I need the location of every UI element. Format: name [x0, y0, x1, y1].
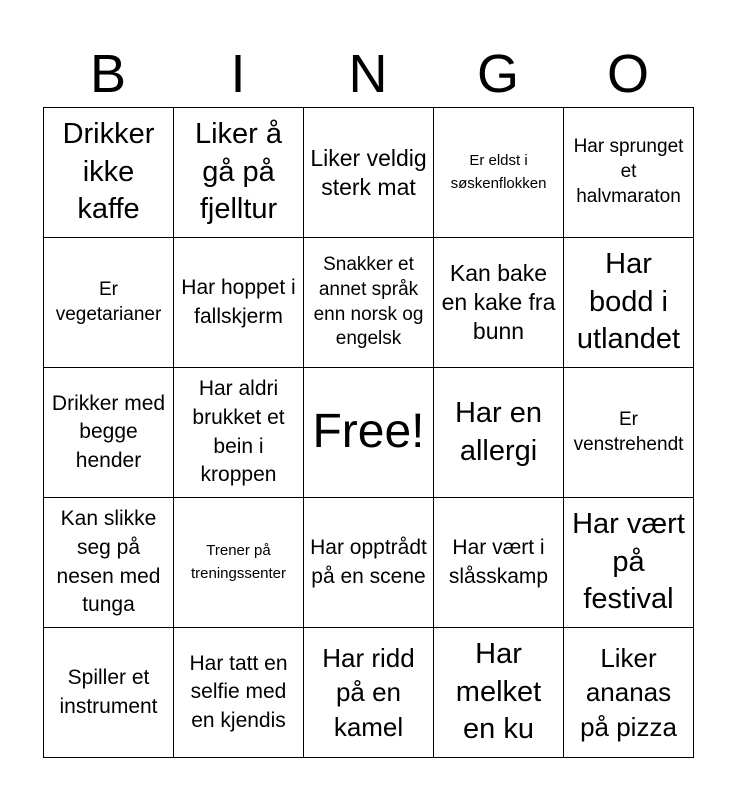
- bingo-cell-text: Kan bake en kake fra bunn: [441, 260, 556, 344]
- bingo-cell-text: Har vært på festival: [572, 507, 685, 616]
- bingo-cell-text: Drikker med begge hender: [51, 391, 166, 472]
- bingo-cell[interactable]: [304, 498, 434, 628]
- bingo-cell[interactable]: [564, 368, 694, 498]
- bingo-cell[interactable]: [174, 108, 304, 238]
- bingo-cell[interactable]: [44, 368, 174, 498]
- bingo-cell[interactable]: [174, 498, 304, 628]
- bingo-cell-text: Trener på treningssenter: [190, 542, 287, 582]
- free-space[interactable]: [304, 368, 434, 498]
- bingo-cell[interactable]: [174, 238, 304, 368]
- bingo-cell-text: Er venstrehendt: [573, 408, 684, 455]
- bingo-cell-text: Har bodd i utlandet: [576, 247, 681, 356]
- header-letter-n: N: [348, 44, 388, 104]
- bingo-cell-text: Er vegetarianer: [55, 278, 162, 325]
- bingo-cell-text: Har en allergi: [454, 396, 543, 467]
- bingo-cell-text: Drikker ikke kaffe: [62, 117, 155, 226]
- bingo-cell[interactable]: [304, 108, 434, 238]
- bingo-cell-text: Har aldri brukket et bein i kroppen: [192, 377, 285, 487]
- bingo-cell[interactable]: [174, 368, 304, 498]
- bingo-cell[interactable]: [564, 238, 694, 368]
- bingo-cell-text: Har ridd på en kamel: [322, 643, 415, 742]
- bingo-cell[interactable]: [434, 628, 564, 758]
- bingo-cell[interactable]: [304, 238, 434, 368]
- bingo-cell[interactable]: [44, 108, 174, 238]
- bingo-cell[interactable]: [564, 108, 694, 238]
- bingo-cell-text: Liker veldig sterk mat: [310, 144, 427, 200]
- bingo-cell[interactable]: [434, 108, 564, 238]
- bingo-cell-text: Liker ananas på pizza: [580, 643, 677, 742]
- bingo-cell-text: Kan slikke seg på nesen med tunga: [56, 507, 161, 617]
- bingo-cell[interactable]: [44, 498, 174, 628]
- header-letter-o: O: [606, 44, 649, 104]
- bingo-cell-text: Har sprunget et halvmaraton: [573, 136, 684, 207]
- bingo-cell-text: Har tatt en selfie med en kjendis: [189, 651, 288, 732]
- bingo-cell[interactable]: [44, 628, 174, 758]
- header-letter-g: G: [476, 44, 519, 104]
- bingo-cell-text: Liker å gå på fjelltur: [194, 117, 283, 226]
- bingo-cell[interactable]: [434, 368, 564, 498]
- bingo-cell[interactable]: [44, 238, 174, 368]
- bingo-cell-text: Spiller et instrument: [59, 665, 158, 718]
- bingo-cell[interactable]: [304, 628, 434, 758]
- bingo-grid: [43, 107, 694, 758]
- bingo-cell-text: Snakker et annet språk enn norsk og engelsk: [313, 254, 424, 350]
- header-letter-b: B: [89, 44, 127, 104]
- bingo-cell[interactable]: [174, 628, 304, 758]
- header-letter-i: I: [230, 44, 246, 104]
- bingo-cell-text: Har vært i slåsskamp: [448, 535, 549, 588]
- bingo-cell-text: Har opptrådt på en scene: [310, 535, 427, 588]
- bingo-cell-text: Har melket en ku: [455, 637, 542, 746]
- bingo-header: [43, 40, 693, 108]
- bingo-cell[interactable]: [434, 498, 564, 628]
- bingo-cell[interactable]: [564, 498, 694, 628]
- bingo-cell[interactable]: [434, 238, 564, 368]
- free-space-text: Free!: [312, 405, 425, 459]
- bingo-cell[interactable]: [564, 628, 694, 758]
- bingo-cell-text: Har hoppet i fallskjerm: [181, 275, 296, 328]
- bingo-cell-text: Er eldst i søskenflokken: [450, 152, 547, 192]
